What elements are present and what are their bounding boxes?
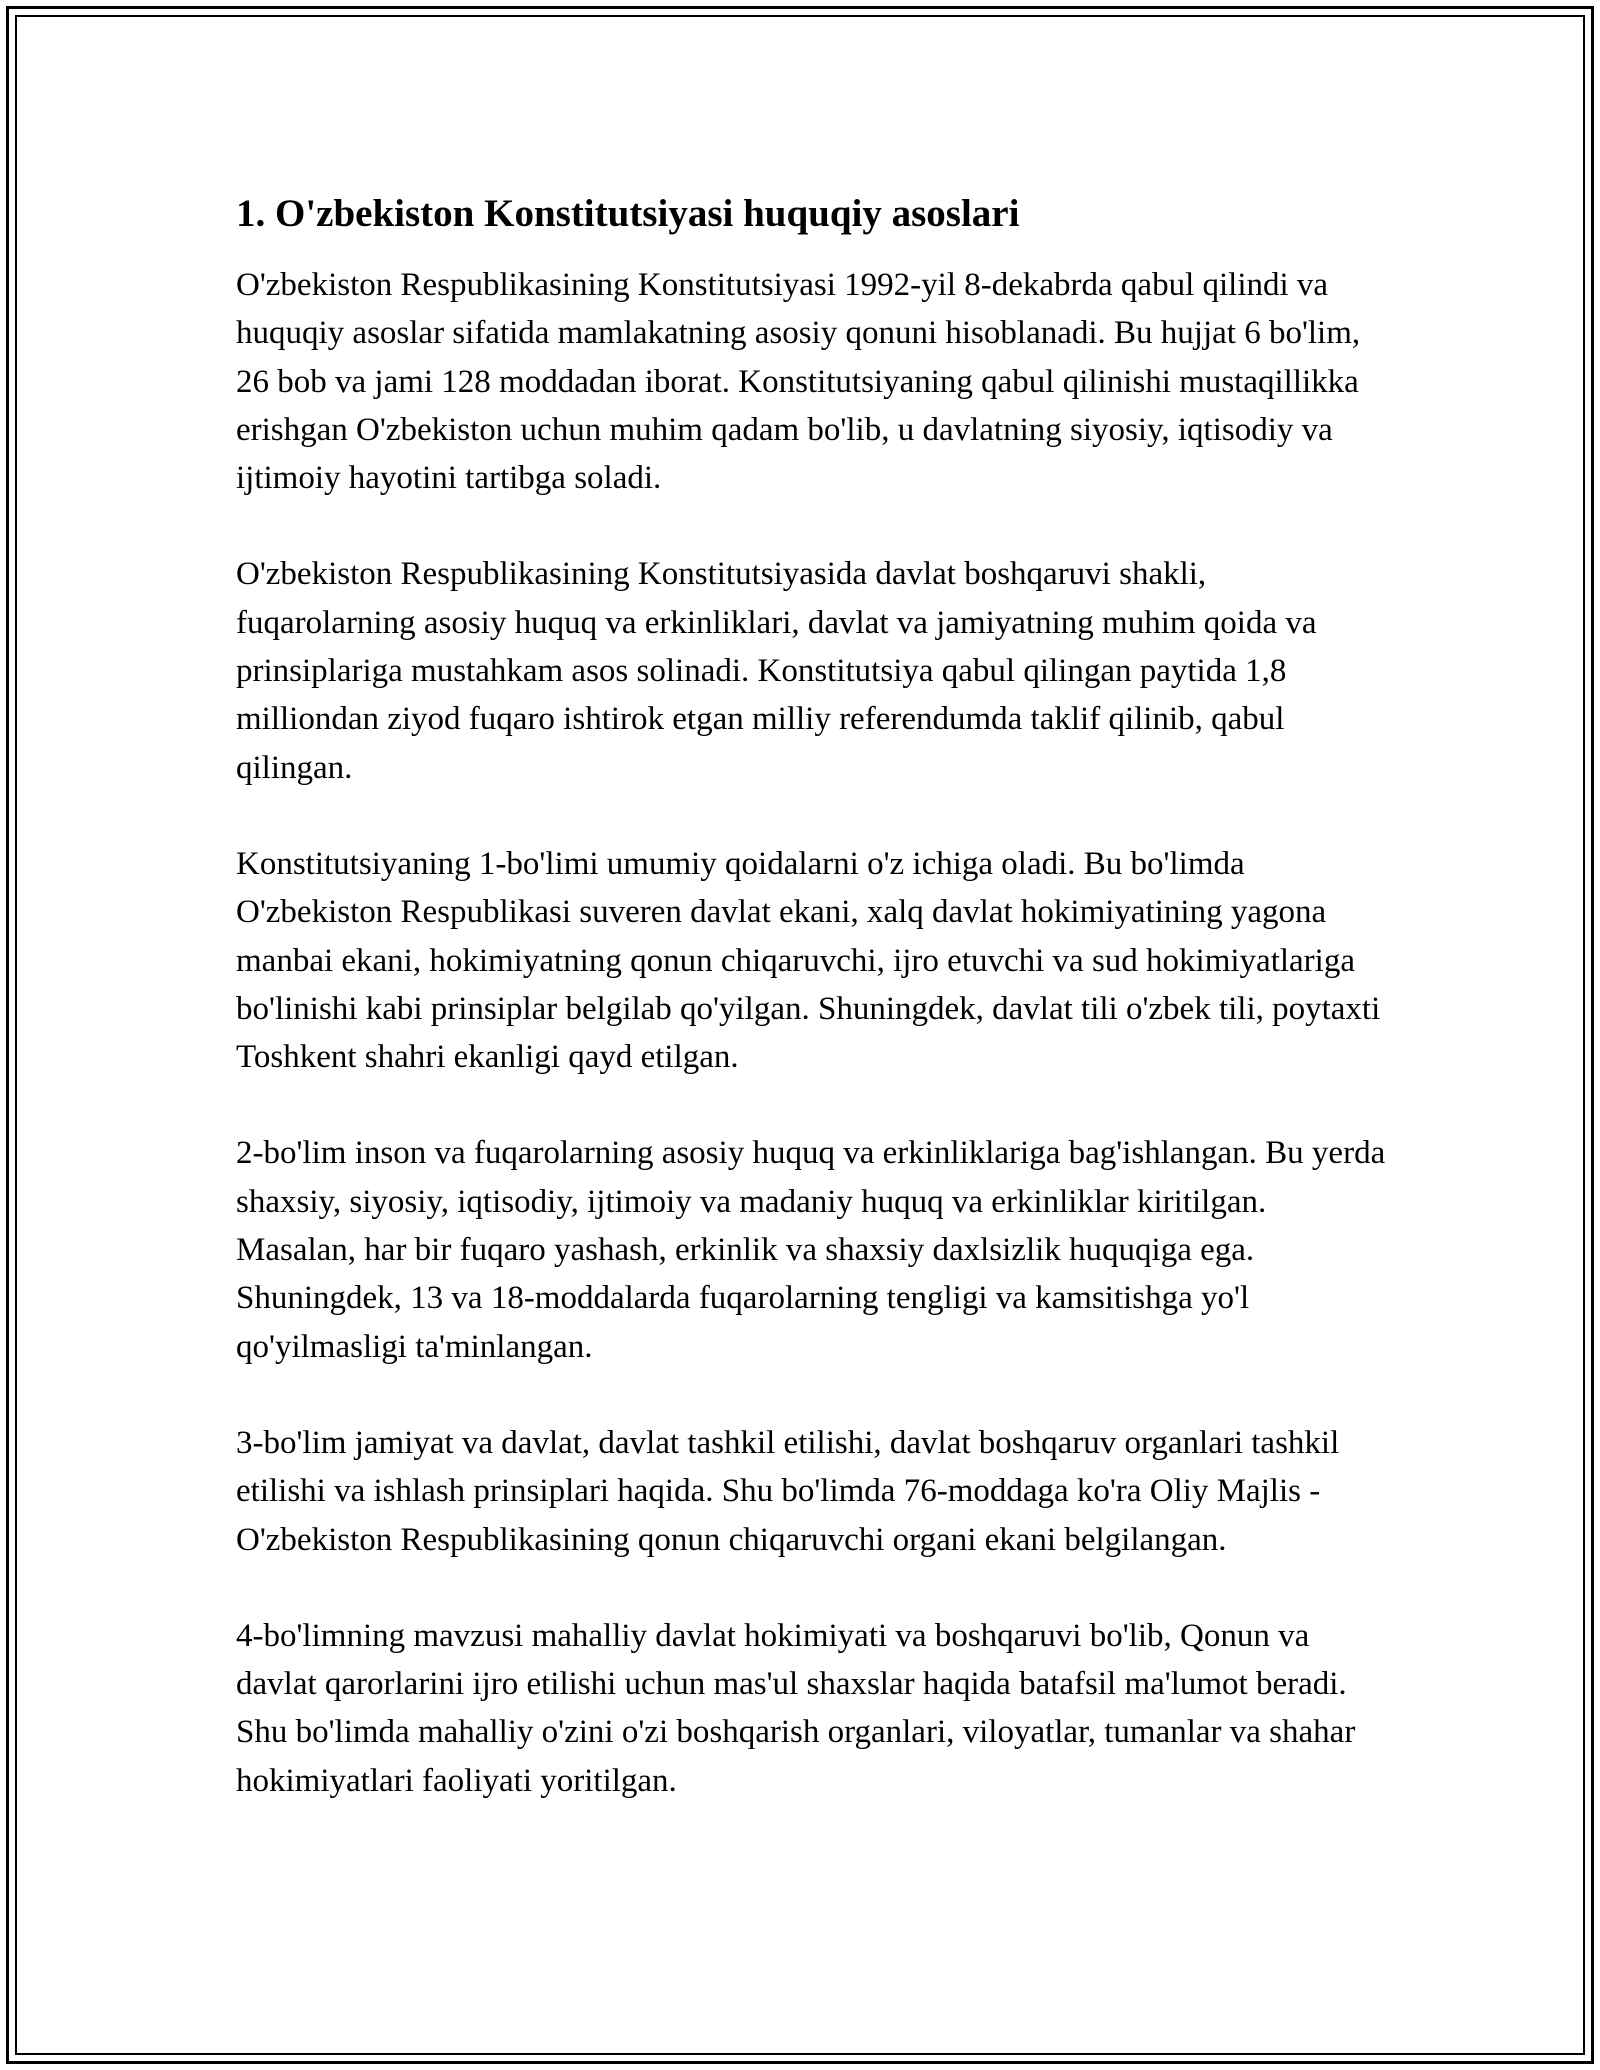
paragraph-2: O'zbekiston Respublikasining Konstitutsiyasida davlat boshqaruvi shakli, fuqarolarning asosiy huquq va erkinliklari, davlat va jamiyatning muhim qoida va prinsiplariga mustahkam asos solinadi. Konstitutsiya qabul qilingan paytida 1,8 milliondan ziyod fuqaro ishtirok etgan milliy referendumda taklif qilinib, qabul qilingan. [236, 556, 1317, 786]
document-body [236, 188, 1386, 1805]
paragraph-6: 4-bo'limning mavzusi mahalliy davlat hokimiyati va boshqaruvi bo'lib, Qonun va davlat qarorlarini ijro etilishi uchun mas'ul shaxslar haqida batafsil ma'lumot beradi. Shu bo'limda mahalliy o'zini o'zi boshqarish organlari, viloyatlar, tumanlar va shahar hokimiyatlari faoliyati yoritilgan. [236, 1617, 1356, 1799]
paragraph-3: Konstitutsiyaning 1-bo'limi umumiy qoidalarni o'z ichiga oladi. Bu bo'limda O'zbekiston Respublikasi suveren davlat ekani, xalq davlat hokimiyatining yagona manbai ekani, hokimiyatning qonun chiqaruvchi, ijro etuvchi va sud hokimiyatlariga bo'linishi kabi prinsiplar belgilab qo'yilgan. Shuningdek, davlat tili o'zbek tili, poytaxti Toshkent shahri ekanligi qayd etilgan. [236, 845, 1381, 1076]
paragraph-5: 3-bo'lim jamiyat va davlat, davlat tashkil etilishi, davlat boshqaruv organlari tashkil etilishi va ishlash prinsiplari haqida. Shu bo'limda 76-moddaga ko'ra Oliy Majlis - O'zbekiston Respublikasining qonun chiqaruvchi organi ekani belgilangan. [236, 1424, 1340, 1558]
paragraph-4: 2-bo'lim inson va fuqarolarning asosiy huquq va erkinliklariga bag'ishlangan. Bu yerda shaxsiy, siyosiy, iqtisodiy, ijtimoiy va madaniy huquq va erkinliklar kiritilgan. Masalan, har bir fuqaro yashash, erkinlik va shaxsiy daxlsizlik huquqiga ega. Shuningdek, 13 va 18-moddalarda fuqarolarning tengligi va kamsitishga yo'l qo'yilmasligi ta'minlangan. [236, 1135, 1386, 1365]
document-title: 1. O'zbekiston Konstitutsiyasi huquqiy asoslari [236, 192, 1020, 235]
paragraph-1: O'zbekiston Respublikasining Konstitutsiyasi 1992-yil 8-dekabrda qabul qilindi va huquqiy asoslar sifatida mamlakatning asosiy qonuni hisoblanadi. Bu hujjat 6 bo'lim, 26 bob va jami 128 moddadan iborat. Konstitutsiyaning qabul qilinishi mustaqillikka erishgan O'zbekiston uchun muhim qadam bo'lib, u davlatning siyosiy, iqtisodiy va ijtimoiy hayotini tartibga soladi. [236, 267, 1361, 497]
